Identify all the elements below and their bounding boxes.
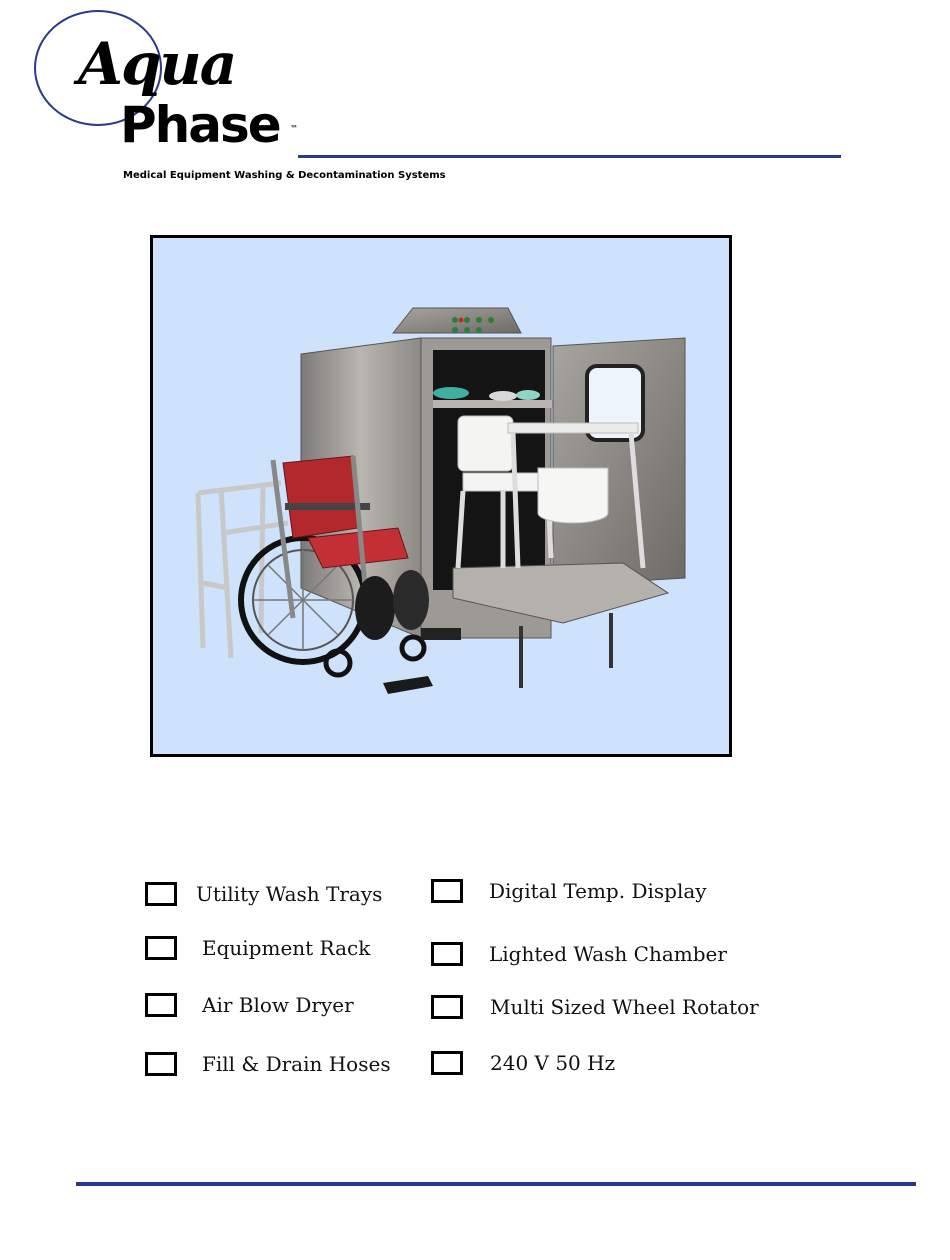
checkbox[interactable] [145, 936, 177, 960]
checkbox[interactable] [145, 993, 177, 1017]
checkbox[interactable] [145, 1052, 177, 1076]
feature-air-blow-dryer[interactable] [145, 993, 354, 1017]
checkbox[interactable] [431, 879, 463, 903]
brand-tagline: Medical Equipment Washing & Decontamination Systems [123, 170, 446, 181]
washer-illustration [153, 238, 729, 754]
feature-equipment-rack[interactable] [145, 936, 370, 960]
feature-label: Air Blow Dryer [202, 993, 354, 1017]
trademark-symbol: ™ [290, 124, 298, 133]
header-divider [298, 155, 841, 158]
checkbox[interactable] [431, 995, 463, 1019]
checkbox[interactable] [431, 942, 463, 966]
feature-lighted-wash-chamber[interactable] [431, 942, 727, 966]
footer-divider [76, 1182, 916, 1186]
feature-label: Multi Sized Wheel Rotator [490, 995, 759, 1019]
feature-label: Digital Temp. Display [489, 879, 707, 903]
feature-240v-50hz[interactable] [431, 1051, 615, 1075]
feature-label: 240 V 50 Hz [490, 1051, 616, 1075]
logo-aqua-text: Aqua [78, 30, 236, 98]
logo-phase-text: Phase [120, 96, 280, 154]
feature-label: Equipment Rack [202, 936, 371, 960]
product-photo [150, 235, 732, 757]
feature-label: Fill & Drain Hoses [202, 1052, 391, 1076]
feature-utility-wash-trays[interactable] [145, 882, 382, 906]
checkbox[interactable] [145, 882, 177, 906]
feature-label: Utility Wash Trays [196, 882, 383, 906]
feature-multi-sized-wheel-rotator[interactable] [431, 995, 759, 1019]
checkbox[interactable] [431, 1051, 463, 1075]
feature-label: Lighted Wash Chamber [489, 942, 727, 966]
feature-digital-temp-display[interactable] [431, 879, 707, 903]
brand-logo [30, 8, 310, 158]
feature-fill-drain-hoses[interactable] [145, 1052, 391, 1076]
